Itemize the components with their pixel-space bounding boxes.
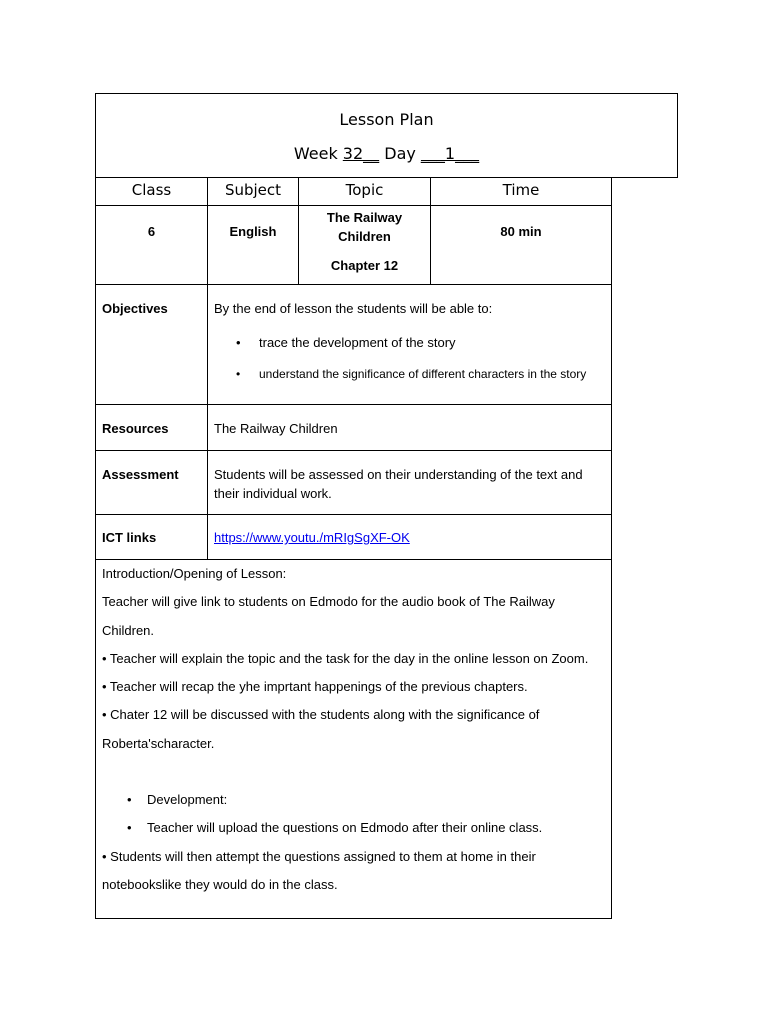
intro-bullet-development: • Development: xyxy=(102,786,605,814)
cell-subject: English xyxy=(207,205,299,285)
ict-link[interactable]: https://www.youtu./mRIgSgXF-OK xyxy=(214,530,410,545)
ict-label: ICT links xyxy=(95,514,208,560)
intro-point: • Students will then attempt the questions assigned to them at home in their notebookslike they would do in the class. xyxy=(102,848,536,892)
intro-point: • Teacher will explain the topic and the task for the day in the online lesson on Zoom. xyxy=(102,650,589,666)
objectives-list xyxy=(214,333,611,383)
ict-content xyxy=(207,514,612,560)
objectives-label: Objectives xyxy=(95,284,208,405)
introduction-section xyxy=(95,559,612,919)
cell-class: 6 xyxy=(95,205,208,285)
lesson-plan-header xyxy=(95,93,678,178)
cell-topic xyxy=(298,205,431,285)
assessment-text: Students will be assessed on their understanding of the text and their individual work. xyxy=(207,450,612,515)
objectives-intro: By the end of lesson the students will be able to: xyxy=(214,301,493,316)
cell-time: 80 min xyxy=(430,205,612,285)
col-header-topic: Topic xyxy=(298,177,431,206)
day-prefix: Day xyxy=(379,144,421,163)
page-title: Lesson Plan xyxy=(339,110,434,129)
assessment-label: Assessment xyxy=(95,450,208,515)
topic-chapter: Chapter 12 xyxy=(330,258,399,273)
intro-point: • Teacher will recap the yhe imprtant happenings of the previous chapters. xyxy=(102,679,528,695)
col-header-time: Time xyxy=(430,177,612,206)
resources-text: The Railway Children xyxy=(207,404,612,451)
resources-label: Resources xyxy=(95,404,208,451)
objective-item: • understand the significance of different characters in the story xyxy=(214,366,611,383)
week-prefix: Week xyxy=(293,144,343,163)
objective-item: • trace the development of the story xyxy=(214,333,611,352)
objectives-content xyxy=(207,284,612,405)
week-value: 32__ xyxy=(342,144,380,163)
intro-point: • Chater 12 will be discussed with the students along with the significance of Roberta'scharacter. xyxy=(102,707,540,751)
intro-bullet-upload: • Teacher will upload the questions on Edmodo after their online class. xyxy=(102,814,605,842)
col-header-subject: Subject xyxy=(207,177,299,206)
col-header-class: Class xyxy=(95,177,208,206)
day-value: ___1___ xyxy=(420,144,480,163)
week-day-line xyxy=(96,144,677,163)
topic-title: The Railway Children xyxy=(326,210,403,244)
intro-heading: Introduction/Opening of Lesson: xyxy=(102,566,287,581)
intro-paragraph: Teacher will give link to students on Edmodo for the audio book of The Railway Children. xyxy=(102,594,555,638)
